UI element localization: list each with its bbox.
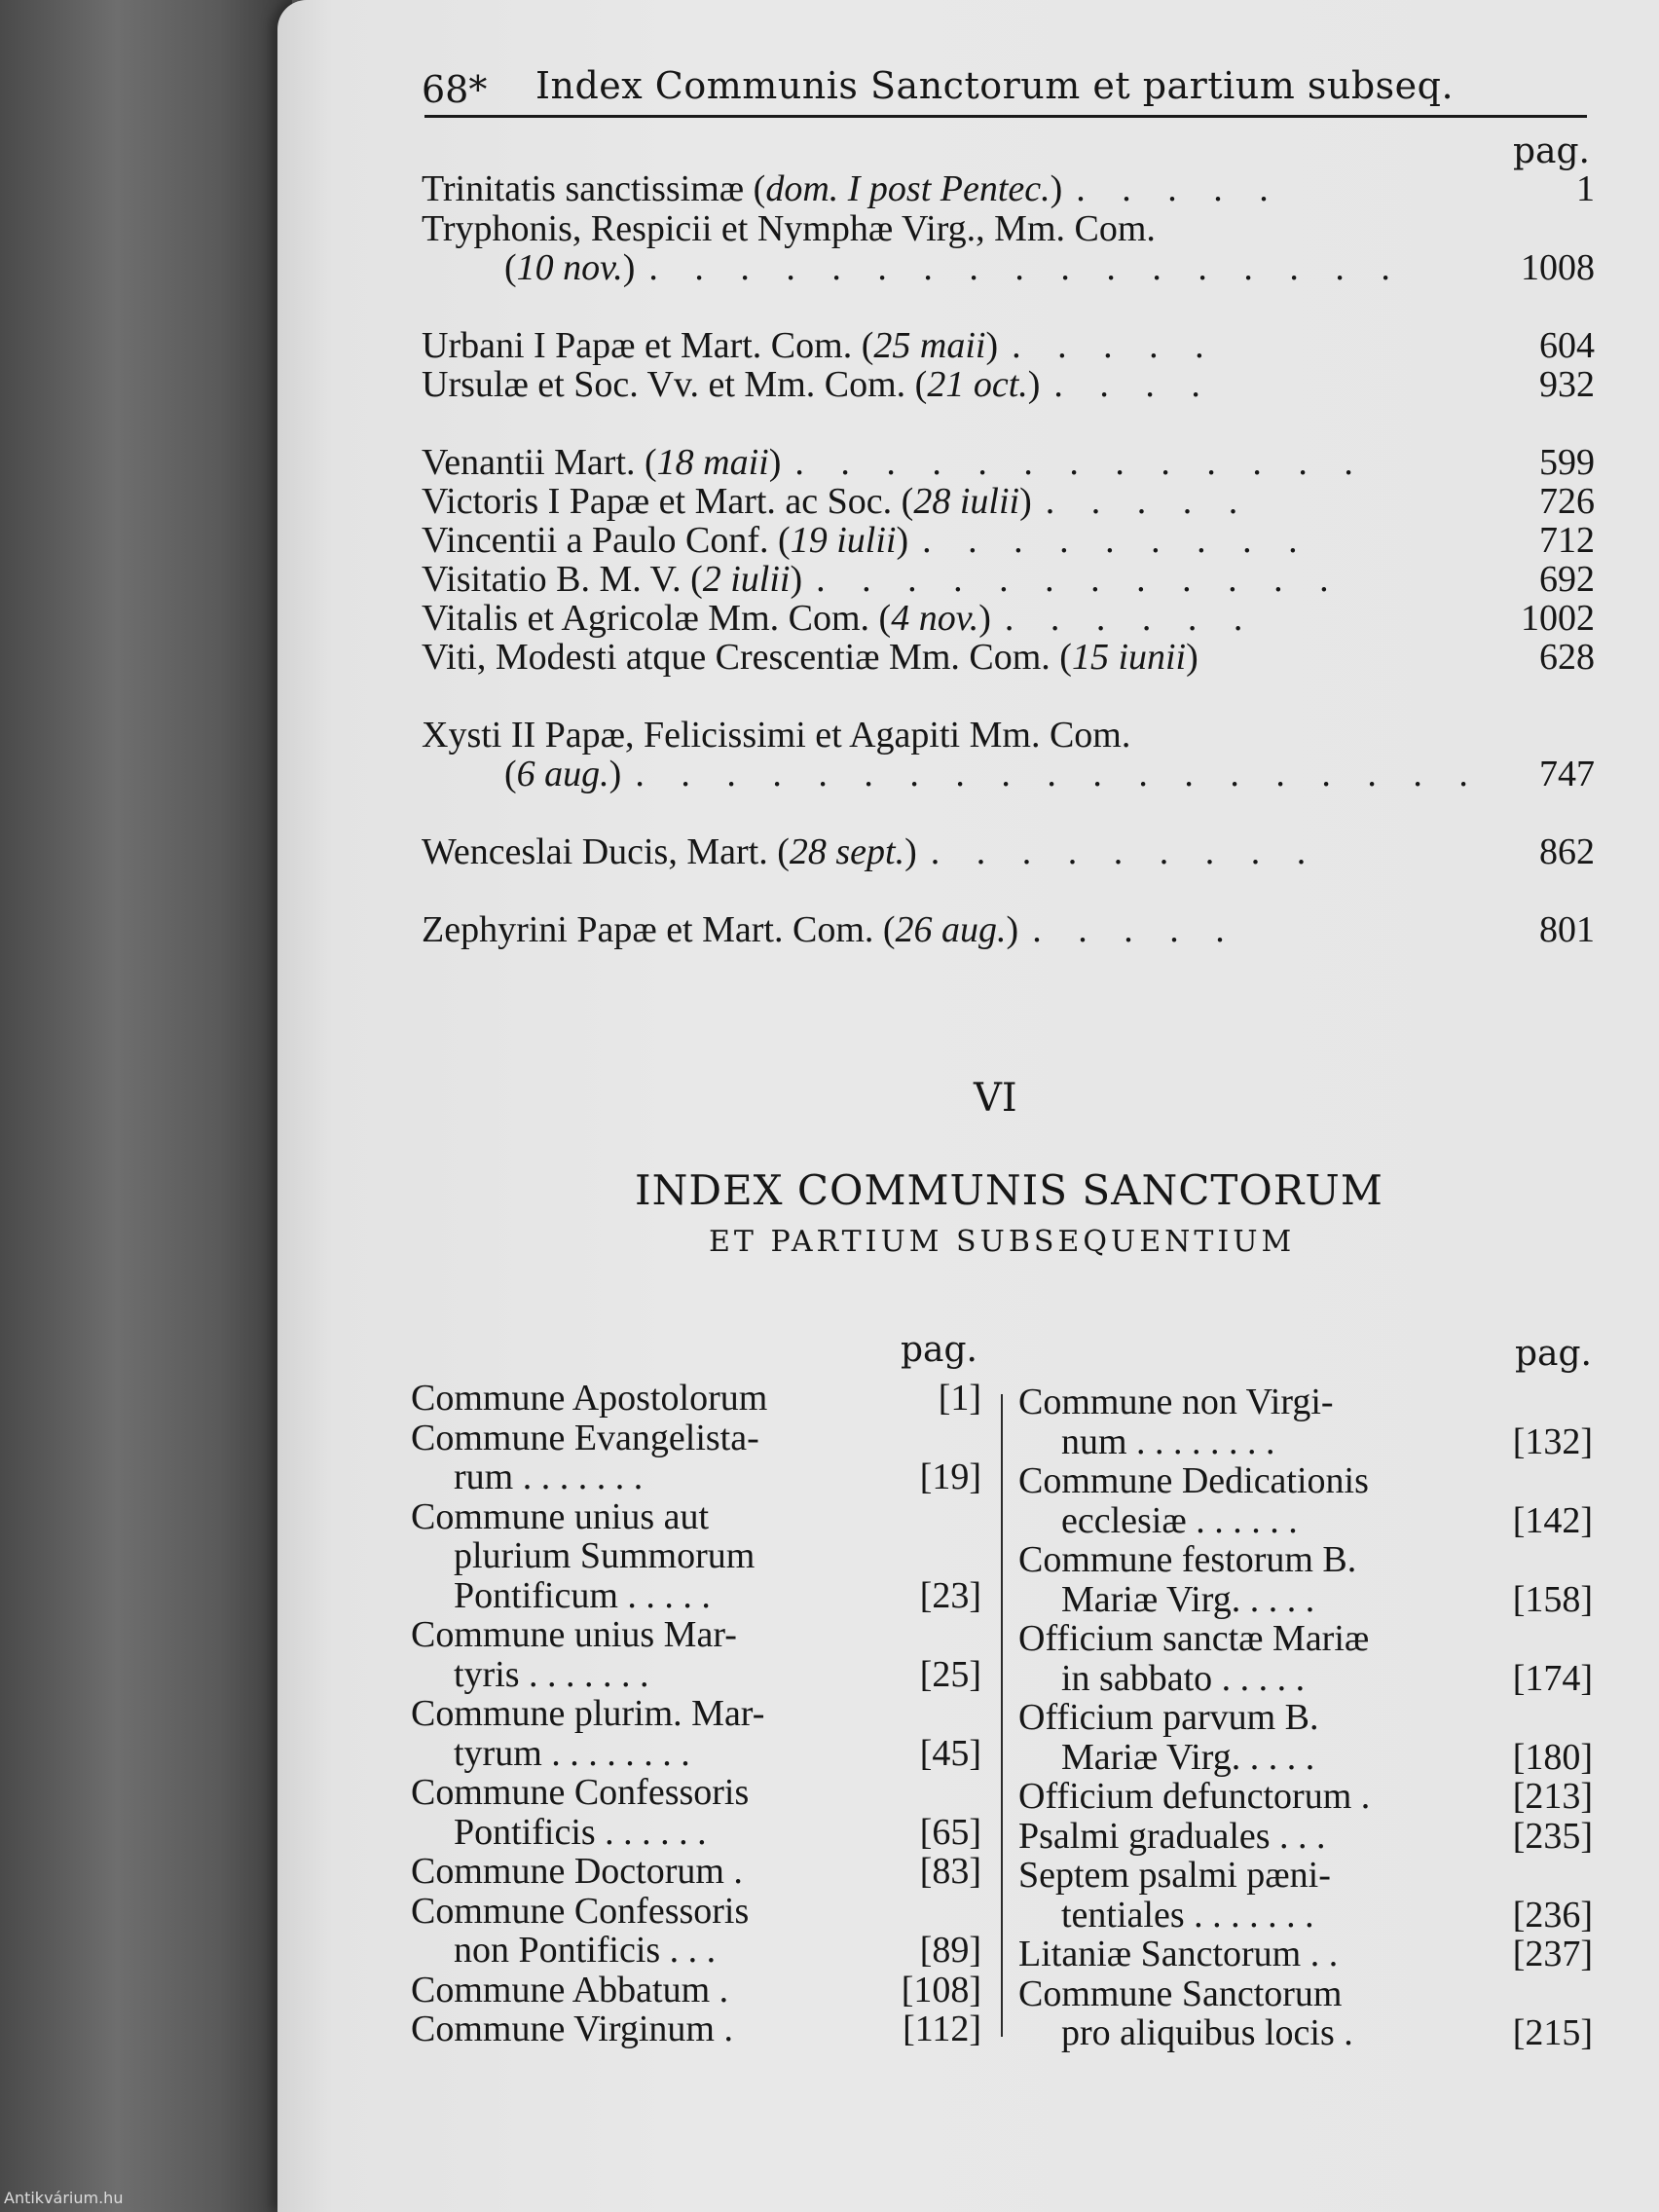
commune-line: Psalmi graduales . . . (1018, 1815, 1326, 1857)
entry-date: 19 iulii (790, 520, 897, 561)
entry-text: ( (504, 247, 517, 288)
pag-label-top: pag. (1513, 131, 1590, 171)
entry-text: Urbani I Papæ et Mart. Com. ( (422, 325, 874, 366)
commune-page-number: [65] (919, 1811, 981, 1853)
commune-line: Commune Dedicationis (1018, 1460, 1369, 1501)
entry-date: 28 iulii (913, 481, 1020, 522)
commune-line: tentiales . . . . . . . (1061, 1894, 1314, 1936)
commune-line: Officium parvum B. (1018, 1697, 1319, 1738)
commune-line: non Pontificis . . . (454, 1930, 717, 1971)
leader-dots: . . . . . . (1004, 598, 1257, 639)
entry-page-number: 604 (1539, 325, 1595, 366)
commune-line: Commune Abbatum . (411, 1969, 729, 2010)
commune-page-number: [25] (919, 1653, 981, 1695)
entry-close: ) (896, 520, 909, 561)
running-title: Index Communis Sanctorum et partium subseq. (535, 64, 1455, 107)
commune-page-number: [19] (919, 1456, 981, 1497)
index-entry (422, 480, 1251, 523)
entry-text: Trinitatis sanctissimæ ( (422, 168, 766, 209)
entry-page-number: 726 (1539, 481, 1595, 522)
leader-dots: . . . . . . . . . . . . . . . . . (648, 247, 1404, 288)
index-entry (422, 519, 1311, 562)
commune-line: Commune unius aut (411, 1495, 710, 1537)
commune-line: tyris . . . . . . . (454, 1653, 649, 1695)
entry-close: ) (978, 598, 991, 639)
entry-text: Vitalis et Agricolæ Mm. Com. ( (422, 598, 892, 639)
leader-dots: . . . . (1053, 364, 1214, 405)
commune-page-number: [236] (1512, 1894, 1593, 1936)
entry-date: 26 aug. (895, 909, 1007, 950)
entry-text: Wenceslai Ducis, Mart. ( (422, 831, 790, 872)
commune-line: Septem psalmi pæni- (1018, 1855, 1331, 1896)
commune-line: plurium Summorum (454, 1535, 756, 1576)
entry-date: 10 nov. (516, 247, 623, 288)
commune-line: Commune Confessoris (411, 1772, 750, 1813)
column-divider (1001, 1394, 1003, 2037)
entry-text: Xysti II Papæ, Felicissimi et Agapiti Mm. Com. (422, 715, 1131, 756)
commune-page-number: [108] (901, 1969, 981, 2010)
entry-close: ) (768, 442, 782, 483)
page-number: 68* (422, 68, 488, 111)
commune-page-number: [142] (1512, 1499, 1593, 1541)
section-number: VI (974, 1076, 1017, 1121)
entry-page-number: 862 (1539, 831, 1595, 872)
entry-page-number: 712 (1539, 520, 1595, 561)
entry-page-number: 747 (1539, 754, 1595, 794)
entry-page-number: 1 (1576, 168, 1595, 209)
leader-dots: . . . . . (1032, 909, 1238, 950)
index-entry (422, 636, 1212, 679)
leader-dots: . . . . . (1045, 481, 1252, 522)
commune-line: Mariæ Virg. . . . . (1061, 1578, 1315, 1620)
commune-line: Commune plurim. Mar- (411, 1693, 765, 1734)
commune-page-number: [132] (1512, 1420, 1593, 1462)
watermark-text: Antikvárium.hu (4, 2189, 124, 2207)
commune-line: Commune Sanctorum (1018, 1972, 1343, 2014)
entry-page-number: 628 (1539, 637, 1595, 678)
entry-text: ( (504, 754, 517, 794)
leader-dots: . . . . . (1012, 325, 1218, 366)
index-entry (422, 908, 1238, 951)
commune-line: pro aliquibus locis . (1061, 2012, 1353, 2053)
entry-date: 2 iulii (702, 559, 791, 600)
index-entry (422, 324, 1218, 367)
entry-text: Tryphonis, Respicii et Nymphæ Virg., Mm. Com. (422, 208, 1156, 249)
entry-page-number: 932 (1539, 364, 1595, 405)
commune-page-number: [158] (1512, 1578, 1593, 1620)
commune-line: ecclesiæ . . . . . . (1061, 1499, 1298, 1541)
commune-page-number: [1] (938, 1378, 981, 1419)
leader-dots: . . . . . . . . . (922, 520, 1311, 561)
index-entry (422, 830, 1319, 873)
entry-date: 4 nov. (891, 598, 979, 639)
commune-line: num . . . . . . . . (1061, 1420, 1275, 1462)
entry-date: 18 maii (656, 442, 769, 483)
pag-label-right: pag. (1515, 1334, 1592, 1374)
commune-line: Commune Virginum . (411, 2009, 733, 2049)
commune-line: Pontificis . . . . . . (454, 1811, 707, 1853)
entry-close: ) (790, 559, 803, 600)
commune-line: Commune festorum B. (1018, 1539, 1357, 1580)
entry-close: ) (1027, 364, 1041, 405)
commune-line: Commune Doctorum . (411, 1851, 743, 1892)
leader-dots: . . . . . . . . . . . . . . . . . . . (635, 754, 1482, 794)
commune-line: Mariæ Virg. . . . . (1061, 1736, 1315, 1778)
commune-line: Commune unius Mar- (411, 1614, 737, 1655)
commune-line: Commune Evangelista- (411, 1417, 759, 1458)
entry-text: Visitatio B. M. V. ( (422, 559, 703, 600)
leader-dots: . . . . . . . . . . . . (816, 559, 1343, 600)
entry-page-number: 1002 (1521, 598, 1595, 639)
entry-date: dom. I post Pentec. (765, 168, 1051, 209)
entry-close: ) (1186, 637, 1198, 678)
entry-text: Venantii Mart. ( (422, 442, 657, 483)
commune-line: tyrum . . . . . . . . (454, 1732, 690, 1774)
entry-date: 25 maii (873, 325, 986, 366)
section-subtitle: ET PARTIUM SUBSEQUENTIUM (709, 1225, 1296, 1259)
commune-page-number: [112] (903, 2009, 981, 2049)
section-title: INDEX COMMUNIS SANCTORUM (635, 1166, 1383, 1214)
commune-line: Officium defunctorum . (1018, 1776, 1371, 1817)
commune-page-number: [174] (1512, 1657, 1593, 1699)
entry-page-number: 692 (1539, 559, 1595, 600)
entry-close: ) (985, 325, 999, 366)
entry-date: 6 aug. (516, 754, 609, 794)
entry-close: ) (1050, 168, 1063, 209)
entry-text: Viti, Modesti atque Crescentiæ Mm. Com. ( (422, 637, 1072, 678)
leader-dots: . . . . . . . . . (930, 831, 1320, 872)
commune-page-number: [237] (1512, 1934, 1593, 1974)
entry-page-number: 801 (1539, 909, 1595, 950)
commune-page-number: [89] (919, 1930, 981, 1971)
index-entry (422, 207, 1169, 250)
commune-line: in sabbato . . . . . (1061, 1657, 1306, 1699)
entry-page-number: 599 (1539, 442, 1595, 483)
index-entry (422, 714, 1144, 756)
entry-close: ) (1006, 909, 1019, 950)
commune-line: Officium sanctæ Mariæ (1018, 1618, 1370, 1659)
commune-line: Litaniæ Sanctorum . . (1018, 1934, 1339, 1974)
entry-date: 28 sept. (789, 831, 905, 872)
entry-text: Zephyrini Papæ et Mart. Com. ( (422, 909, 896, 950)
index-entry (504, 753, 1482, 795)
index-entry (422, 558, 1343, 601)
index-entry (422, 167, 1282, 210)
leader-dots: . . . . . . . . . . . . . (794, 442, 1367, 483)
index-entry (504, 246, 1404, 289)
entry-close: ) (904, 831, 917, 872)
commune-line: rum . . . . . . . (454, 1456, 644, 1497)
commune-page-number: [45] (919, 1732, 981, 1774)
entry-text: Ursulæ et Soc. Vv. et Mm. Com. ( (422, 364, 928, 405)
commune-page-number: [180] (1512, 1736, 1593, 1778)
entry-date: 15 iunii (1071, 637, 1187, 678)
commune-page-number: [83] (919, 1851, 981, 1892)
index-entry (422, 441, 1367, 484)
header-rule (424, 115, 1587, 118)
entry-date: 21 oct. (927, 364, 1028, 405)
entry-page-number: 1008 (1521, 247, 1595, 288)
entry-close: ) (1019, 481, 1032, 522)
commune-line: Commune non Virgi- (1018, 1382, 1334, 1422)
commune-line: Commune Apostolorum (411, 1378, 768, 1419)
commune-line: Commune Confessoris (411, 1890, 750, 1932)
entry-text: Vincentii a Paulo Conf. ( (422, 520, 791, 561)
commune-page-number: [235] (1512, 1815, 1593, 1857)
commune-line: Pontificum . . . . . (454, 1574, 711, 1616)
entry-close: ) (622, 247, 636, 288)
commune-page-number: [213] (1512, 1776, 1593, 1817)
leader-dots: . . . . . (1076, 168, 1282, 209)
commune-page-number: [23] (919, 1574, 981, 1616)
commune-page-number: [215] (1512, 2012, 1593, 2053)
pag-label-left: pag. (901, 1330, 977, 1370)
book-gutter-background (0, 0, 292, 2212)
entry-close: ) (608, 754, 622, 794)
index-entry (422, 363, 1214, 406)
entry-text: Victoris I Papæ et Mart. ac Soc. ( (422, 481, 914, 522)
index-entry (422, 597, 1256, 640)
